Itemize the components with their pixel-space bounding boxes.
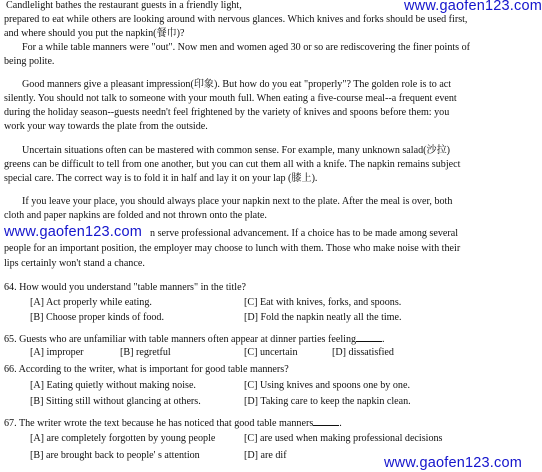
question-stem: 65. Guests who are unfamiliar with table manners often appear at dinner parties feeling .: [4, 334, 385, 345]
question-stem: 64. How would you understand "table manners" in the title?: [4, 282, 247, 293]
passage-line: silently. You should not talk to someone with your mouth full. When eating a five-course meal--a frequent event: [4, 93, 457, 104]
option-d: [D] Taking care to keep the napkin clean.: [244, 396, 411, 407]
question-stem: 67. The writer wrote the text because he has noticed that good table manners .: [4, 418, 342, 429]
passage-line: lips certainly won't stand a chance.: [4, 258, 145, 269]
passage-line: special care. The correct way is to fold it in half and lay it on your lap (膝上).: [4, 173, 318, 184]
exam-page: [4, 0, 542, 472]
option-c: [C] uncertain: [244, 347, 298, 358]
option-c: [C] are used when making professional decisions: [244, 433, 443, 444]
passage-line: being polite.: [4, 56, 55, 67]
passage-line: If you leave your place, you should always place your napkin next to the plate. After the meal is over, both: [22, 196, 453, 207]
passage-line: and where should you put the napkin(餐巾)?: [4, 28, 185, 39]
passage-line: greens can be difficult to tell from one another, but you can cut them all with a knife. The napkin remains subject: [4, 159, 461, 170]
option-a: [A] are completely forgotten by young people: [30, 433, 216, 444]
option-a: [A] Eating quietly without making noise.: [30, 380, 196, 391]
option-d: [D] are dif: [244, 450, 287, 461]
option-d: [D] Fold the napkin neatly all the time.: [244, 312, 402, 323]
passage-line: For a while table manners were "out". Now men and women aged 30 or so are rediscovering the finer points of: [22, 42, 471, 53]
passage-line: cloth and paper napkins are folded and not thrown onto the plate.: [4, 210, 267, 221]
option-c: [C] Using knives and spoons one by one.: [244, 380, 410, 391]
option-c: [C] Eat with knives, forks, and spoons.: [244, 297, 402, 308]
question-stem: 66. According to the writer, what is important for good table manners?: [4, 364, 289, 375]
passage-line: prepared to eat while others are looking around with nervous glances. Which knives and forks should be used first,: [4, 14, 468, 25]
option-b: [B] Sitting still without glancing at others.: [30, 396, 201, 407]
watermark-middle: www.gaofen123.com: [4, 224, 143, 240]
passage-line: during the holiday season--guests needn't feel frightened by the variety of knives and spoons before them: you: [4, 107, 450, 118]
passage-line: work your way towards the plate from the outside.: [4, 121, 208, 132]
watermark-top: www.gaofen123.com: [404, 0, 542, 14]
option-a: [A] improper: [30, 347, 84, 358]
option-a: [A] Act properly while eating.: [30, 297, 152, 308]
answer-blank: [313, 416, 339, 426]
option-b: [B] regretful: [120, 347, 171, 358]
question-stem-text: 65. Guests who are unfamiliar with table manners often appear at dinner parties feeling: [4, 334, 357, 345]
option-b: [B] Choose proper kinds of food.: [30, 312, 165, 323]
answer-blank: [356, 332, 382, 342]
watermark-bottom: www.gaofen123.com: [384, 455, 523, 471]
passage-line: Candlelight bathes the restaurant guests in a friendly light,: [6, 0, 242, 11]
passage-line: Good manners give a pleasant impression(印象). But how do you eat "properly"? The golden role is to act: [22, 79, 452, 90]
question-stem-text: 67. The writer wrote the text because he has noticed that good table manners: [4, 418, 314, 429]
passage-line: people for an important position, the employer may choose to lunch with them. Those who make noise with their: [4, 243, 461, 254]
passage-line: Uncertain situations often can be mastered with common sense. For example, many unknown salad(沙拉): [22, 145, 451, 156]
option-d: [D] dissatisfied: [332, 347, 394, 358]
passage-line: n serve professional advancement. If a choice has to be made among several: [150, 228, 459, 239]
option-b: [B] are brought back to people' s attention: [30, 450, 200, 461]
